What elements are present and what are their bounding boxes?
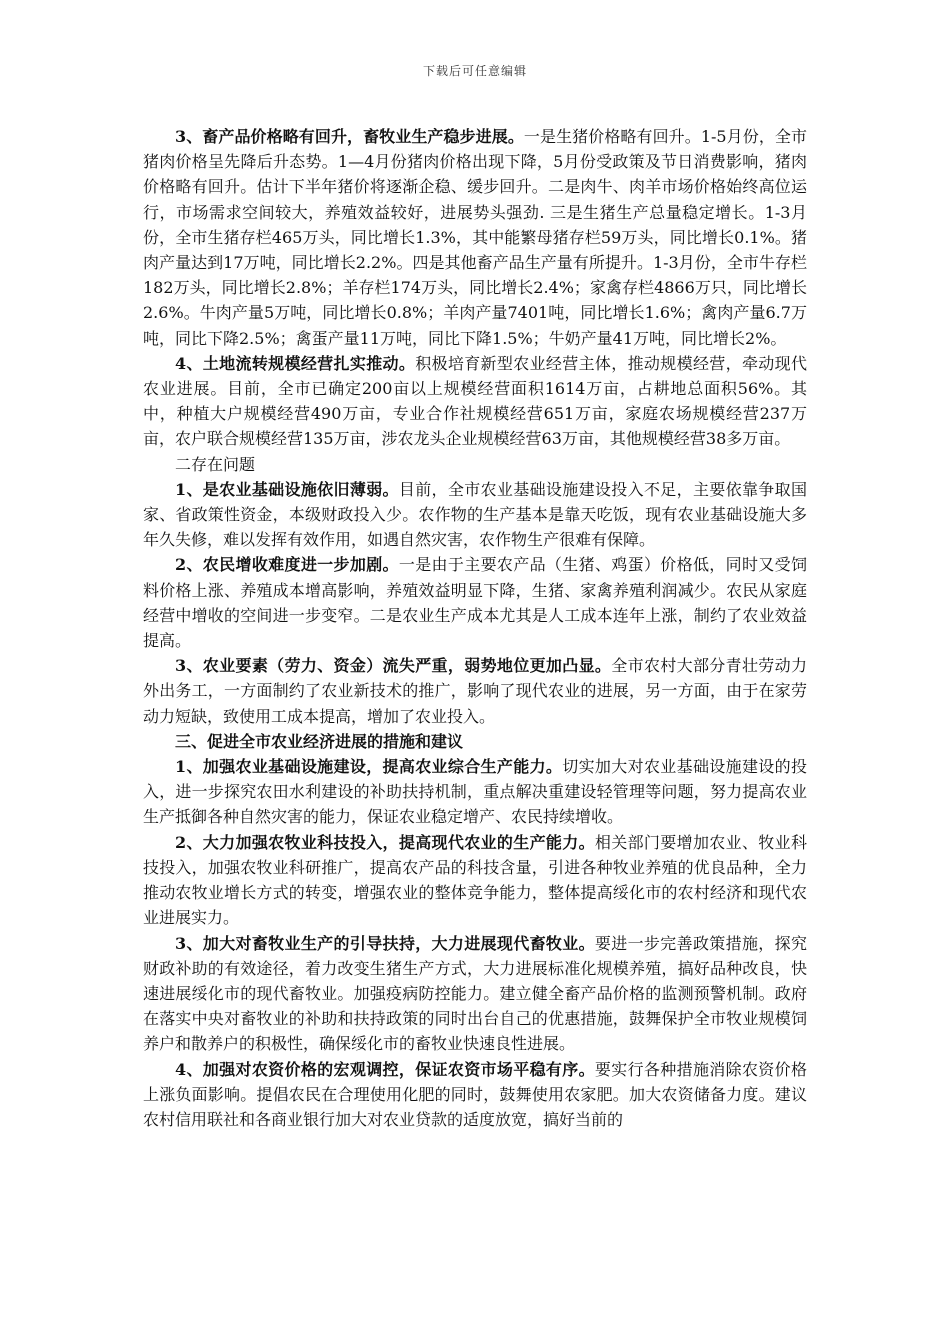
paragraph-measure-3 (143, 931, 807, 1057)
paragraph-text: 切实加大对农业基础设施建设的投入，进一步探究农田水利建设的补助扶持机制，重点解决重建设轻管理等问题，努力提高农业生产抵御各种自然灾害的能力，保证农业稳定增产、农民持续增收。 (143, 757, 807, 827)
paragraph-text: 全市农村大部分青壮劳动力外出务工，一方面制约了农业新技术的推广，影响了现代农业的进展，另一方面，由于在家劳动力短缺，致使用工成本提高，增加了农业投入。 (143, 656, 807, 726)
paragraph-lead: 1、是农业基础设施依旧薄弱。 (175, 479, 399, 499)
paragraph-lead: 3、畜产品价格略有回升，畜牧业生产稳步进展。 (175, 127, 524, 146)
paragraph-text: 一是生猪价格略有回升。1-5月份，全市猪肉价格呈先降后升态势。1—4月份猪肉价格出现下降，5月份受政策及节日消费影响，猪肉价格略有回升。估计下半年猪价将逐渐企稳、缓步回升。二是肉牛、肉羊市场价格始终高位运行，市场需求空间较大，养殖效益较好，进展势头强劲. 三是生猪生产总量稳定增长。1-3月份，全市生猪存栏465万头，同比增长1.3%，其中能繁母猪存栏59万头，同比增长0.1%。猪肉产量达到17万吨，同比增长2.2%。四是其他畜产品生产量有所提升。1-3月份，全市牛存栏182万头，同比增长2.8%；羊存栏174万头，同比增长2.4%；家禽存栏4866万只，同比增长2.6%。牛肉产量5万吨，同比增长0.8%；羊肉产量7401吨，同比增长1.6%；禽肉产量6.7万吨，同比下降2.5%；禽蛋产量11万吨，同比下降1.5%；牛奶产量41万吨，同比增长2%。 (143, 127, 807, 348)
paragraph-livestock (143, 124, 807, 351)
paragraph-problem-3 (143, 653, 807, 729)
paragraph-lead: 1、加强农业基础设施建设，提高农业综合生产能力。 (175, 757, 563, 777)
paragraph-text: 要进一步完善政策措施，探究财政补助的有效途径，着力改变生猪生产方式，大力进展标准化规模养殖，搞好品种改良，快速进展绥化市的现代畜牧业。加强疫病防控能力。建立健全畜产品价格的监测预警机制。政府在落实中央对畜牧业的补助和扶持政策的同时出台自己的优惠措施，鼓舞保护全市牧业规模饲养户和散养户的积极性，确保绥化市的畜牧业快速良性进展。 (143, 933, 807, 1054)
paragraph-text: 一是由于主要农产品（生猪、鸡蛋）价格低，同时又受饲料价格上涨、养殖成本增高影响，养殖效益明显下降，生猪、家禽养殖利润减少。农民从家庭经营中增收的空间进一步变窄。二是农业生产成本尤其是人工成本连年上涨，制约了农业效益提高。 (143, 555, 807, 651)
section-heading-problems: 二存在问题 (175, 454, 256, 474)
paragraph-text: 积极培育新型农业经营主体，推动规模经营，牵动现代农业进展。目前，全市已确定200亩以上规模经营面积1614万亩，占耕地总面积56%。其中，种植大户规模经营490万亩，专业合作社规模经营651万亩，家庭农场规模经营237万亩，农户联合规模经营135万亩，涉农龙头企业规模经营63万亩，其他规模经营38多万亩。 (143, 353, 807, 449)
paragraph-problem-1 (143, 477, 807, 553)
paragraph-land-transfer (143, 351, 807, 452)
paragraph-lead: 4、土地流转规模经营扎实推动。 (175, 353, 416, 373)
paragraph-text: 要实行各种措施消除农资价格上涨负面影响。提倡农民在合理使用化肥的同时，鼓舞使用农家肥。加大农资储备力度。建议农村信用联社和各商业银行加大对农业贷款的适度放宽，搞好当前的 (143, 1059, 807, 1129)
paragraph-measure-4 (143, 1057, 807, 1133)
paragraph-problem-2 (143, 552, 807, 653)
paragraph-lead: 3、加大对畜牧业生产的引导扶持，大力进展现代畜牧业。 (175, 933, 595, 953)
paragraph-lead: 2、大力加强农牧业科技投入，提高现代农业的生产能力。 (175, 832, 595, 852)
paragraph-lead: 4、加强对农资价格的宏观调控，保证农资市场平稳有序。 (175, 1059, 595, 1079)
paragraph-lead: 3、农业要素（劳力、资金）流失严重，弱势地位更加凸显。 (175, 656, 612, 676)
section-heading-measures: 三、促进全市农业经济进展的措施和建议 (175, 731, 464, 751)
page-header-note: 下载后可任意编辑 (422, 64, 527, 78)
paragraph-lead: 2、农民增收难度进一步加剧。 (175, 555, 399, 575)
document-body (143, 124, 807, 1132)
paragraph-text: 相关部门要增加农业、牧业科技投入，加强农牧业科研推广，提高农产品的科技含量，引进各种牧业养殖的优良品种，全力推动农牧业增长方式的转变，增强农业的整体竞争能力，整体提高绥化市的农村经济和现代农业进展实力。 (143, 832, 807, 928)
paragraph-text: 目前，全市农业基础设施建设投入不足，主要依靠争取国家、省政策性资金，本级财政投入少。农作物的生产基本是靠天吃饭，现有农业基础设施大多年久失修，难以发挥有效作用，如遇自然灾害，农作物生产很难有保障。 (143, 479, 807, 550)
paragraph-measure-2 (143, 830, 807, 931)
paragraph-measure-1 (143, 754, 807, 830)
